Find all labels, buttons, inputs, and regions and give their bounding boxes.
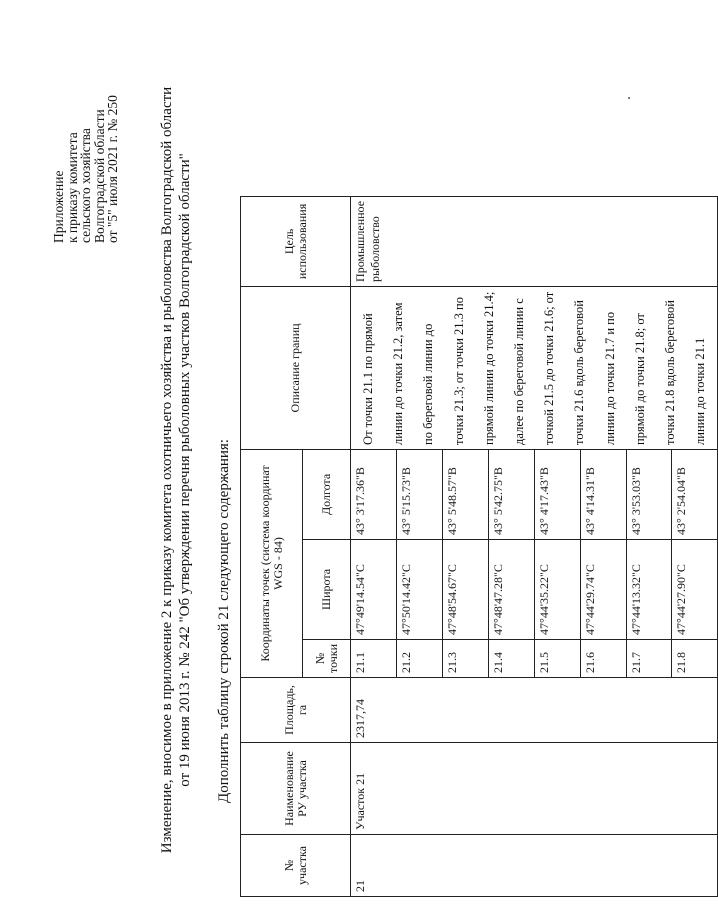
appendix-block [52,95,120,243]
cell-description: От точки 21.1 по прямой линии до точки 21.2, затем по береговой линии до точки 21.3; от точки 21.3 по прямой линии до точки 21.4; далее по береговой линии с точкой 21.5 до точки 21.6; от точки 21.6 вдоль береговой линии до точки 21.7 и по прямой до точки 21.8; от точки 21.8 вдоль береговой линии до точки 21.1 [351,286,718,449]
appendix-line: Приложение [51,170,66,243]
cell-latitude: 47°44'29.74"С [580,539,626,639]
header-number: № участка [241,835,351,897]
cell-point-id: 21.6 [580,639,626,677]
header-latitude: Широта [303,539,351,639]
cell-point-id: 21.5 [534,639,580,677]
table-row [351,196,397,896]
header-area: Площадь, га [241,678,351,743]
cell-point-id: 21.4 [488,639,534,677]
cell-latitude: 47°44'27.90"С [672,539,718,639]
appendix-line: Волгоградской области [91,109,107,243]
cell-point-id: 21.8 [672,639,718,677]
cell-longitude: 43° 5'48.57"В [442,449,488,539]
cell-latitude: 47°48'54.67"С [442,539,488,639]
appendix-line: сельского хозяйства [78,128,93,243]
cell-longitude: 43° 3'53.03"В [626,449,672,539]
cell-longitude: 43° 3'17.36"В [351,449,397,539]
cell-longitude: 43° 5'42.75"В [488,449,534,539]
appendix-line: от "5" июля 2021 г. № 250 [105,95,120,243]
cell-latitude: 47°49'14.54"С [351,539,397,639]
cell-latitude: 47°44'13.32"С [626,539,672,639]
header-name: Наименование РУ участка [241,743,351,835]
cell-name: Участок 21 [351,743,718,835]
header-point-number: № точки [303,639,351,677]
cell-point-id: 21.3 [442,639,488,677]
header-coordinates: Координаты точек (система координат WGS - 84) [241,449,303,677]
document-heading [158,75,194,865]
cell-area: 2317,74 [351,678,718,743]
cell-point-id: 21.2 [396,639,442,677]
heading-line-1: Изменение, вносимое в приложение 2 к приказу комитета охотничьего хозяйства и рыболовства Волгоградской области [159,86,175,854]
fishing-area-table [240,196,718,897]
cell-latitude: 47°50'14.42"С [396,539,442,639]
header-longitude: Долгота [303,449,351,539]
cell-latitude: 47°44'35.22"С [534,539,580,639]
cell-number: 21 [351,835,718,897]
appendix-line: к приказу комитета [64,132,80,243]
cell-longitude: 43° 2'54.04"В [672,449,718,539]
header-purpose: Цель использования [241,196,351,286]
cell-latitude: 47°48'47.28"С [488,539,534,639]
cell-point-id: 21.1 [351,639,397,677]
cell-longitude: 43° 4'17.43"В [534,449,580,539]
cell-point-id: 21.7 [626,639,672,677]
subheading: Дополнить таблицу строкой 21 следующего содержания: [216,439,232,803]
cell-purpose: Промышленное рыболовство [351,196,718,286]
header-description: Описание границ [241,286,351,449]
scan-speck [628,97,630,99]
heading-line-2: от 19 июня 2013 г. № 242 "Об утверждении перечня рыболовных участков Волгоградской области" [177,153,193,787]
cell-longitude: 43° 5'15.73"В [396,449,442,539]
cell-longitude: 43° 4'14.31"В [580,449,626,539]
